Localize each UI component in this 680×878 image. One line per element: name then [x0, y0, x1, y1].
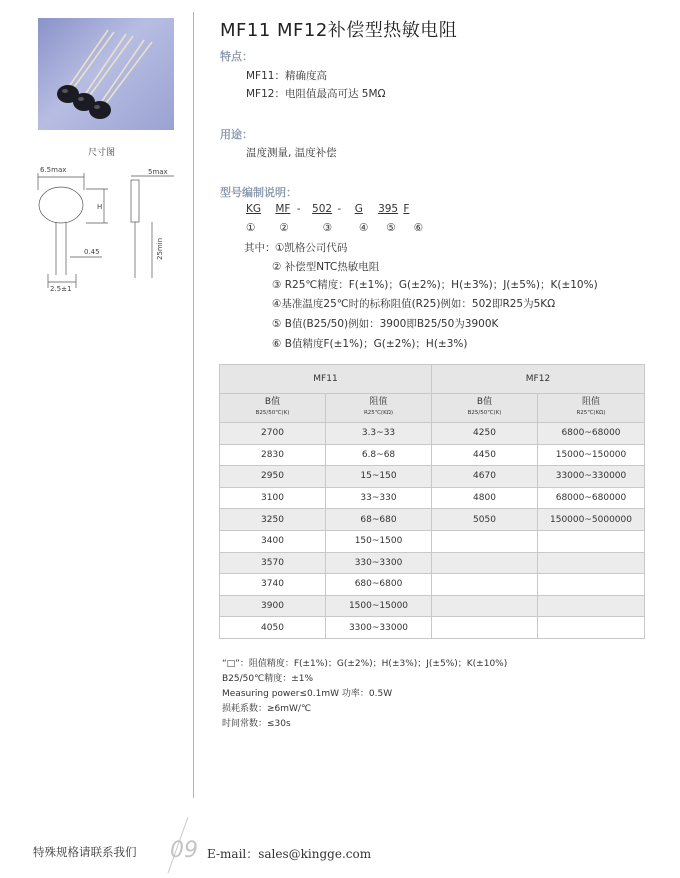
table-cell: 3900 [220, 595, 326, 617]
column-header: B值 B25/50℃(K) [432, 394, 538, 423]
table-cell: 2830 [220, 444, 326, 466]
marker: ⑤ [386, 222, 396, 234]
marker: ② [279, 222, 289, 234]
note-line: B25/50℃精度：±1% [222, 674, 314, 684]
code-part: KG [246, 203, 262, 215]
table-row [220, 574, 645, 596]
explain-line: ⑤ B值(B25/50)例如：3900即B25/50为3900K [272, 318, 499, 330]
table-row [220, 595, 645, 617]
table-cell: 3.3~33 [326, 423, 432, 445]
table-cell [432, 574, 538, 596]
table-cell: 68~680 [326, 509, 432, 531]
code-part: F [403, 203, 410, 215]
table-cell: 4670 [432, 466, 538, 488]
note-line: 损耗系数：≥6mW/℃ [222, 704, 312, 714]
page-title: MF11 MF12补偿型热敏电阻 [220, 20, 458, 41]
features-heading: 特点： [220, 50, 253, 63]
photo-caption: 尺寸图 [88, 148, 116, 158]
explain-line: ② 补偿型NTC热敏电阻 [272, 261, 380, 273]
model-markers [246, 222, 423, 234]
model-code [246, 203, 409, 215]
table-cell [538, 617, 645, 639]
marker: ④ [359, 222, 369, 234]
table-cell: 2950 [220, 466, 326, 488]
table-cell: 15~150 [326, 466, 432, 488]
table-cell: 15000~150000 [538, 444, 645, 466]
thickness-label: 5max [148, 168, 168, 176]
table-cell: 680~6800 [326, 574, 432, 596]
note-line: 时间常数：≤30s [222, 719, 291, 729]
table-cell [432, 530, 538, 552]
table-cell: 150~1500 [326, 530, 432, 552]
note-line: Measuring power≤0.1mW 功率：0.5W [222, 689, 393, 699]
explain-lead: 其中： [244, 242, 276, 254]
width-label: 6.5max [40, 166, 67, 174]
column-header: 阻值 R25℃(KΩ) [538, 394, 645, 423]
table-cell: 3300~33000 [326, 617, 432, 639]
page-number: 09 [170, 838, 198, 863]
table-row [220, 466, 645, 488]
thermistor-photo-illustration [38, 18, 174, 130]
table-row [220, 487, 645, 509]
table-cell: 68000~680000 [538, 487, 645, 509]
table-cell: 6800~68000 [538, 423, 645, 445]
table-cell: 330~3300 [326, 552, 432, 574]
table-cell: 3570 [220, 552, 326, 574]
table-group-header-row [220, 365, 645, 394]
pitch-label: 2.5±1 [50, 285, 72, 293]
note-line: “□”：阻值精度：F(±1%)；G(±2%)；H(±3%)；J(±5%)；K(±10%) [222, 659, 508, 669]
code-part: - [296, 203, 301, 215]
marker: ⑥ [413, 222, 424, 234]
usage-text: 温度测量, 温度补偿 [246, 147, 337, 159]
table-cell [538, 552, 645, 574]
marker: ③ [322, 222, 333, 234]
table-cell: 1500~15000 [326, 595, 432, 617]
table-cell: 3400 [220, 530, 326, 552]
product-photo [38, 18, 174, 130]
feature-line: MF12：电阻值最高可达 5MΩ [246, 88, 386, 100]
table-cell [432, 595, 538, 617]
table-cell: 33000~330000 [538, 466, 645, 488]
explain-line: ①凯格公司代码 [275, 242, 348, 254]
table-cell: 2700 [220, 423, 326, 445]
footer-contact-note: 特殊规格请联系我们 [33, 845, 137, 859]
table-cell: 3100 [220, 487, 326, 509]
explain-line: ④基准温度25℃时的标称阻值(R25)例如：502即R25为5KΩ [272, 298, 556, 310]
feature-line: MF11：精确度高 [246, 70, 327, 82]
column-header: 阻值 R25℃(KΩ) [326, 394, 432, 423]
table-cell: 3740 [220, 574, 326, 596]
table-cell [432, 617, 538, 639]
table-row [220, 552, 645, 574]
table-column-header-row [220, 394, 645, 423]
table-cell: 4800 [432, 487, 538, 509]
table-cell [538, 595, 645, 617]
code-part: 502 [312, 203, 333, 215]
table-cell [538, 574, 645, 596]
column-header: B值 B25/50℃(K) [220, 394, 326, 423]
table-cell: 4450 [432, 444, 538, 466]
height-label: H [97, 203, 103, 211]
dimension-drawing [30, 160, 190, 295]
footer-email[interactable]: E-mail：sales@kingge.com [207, 847, 372, 861]
table-row [220, 423, 645, 445]
table-cell: 4050 [220, 617, 326, 639]
code-part: MF [275, 203, 291, 215]
code-part: 395 [378, 203, 399, 215]
table-row [220, 617, 645, 639]
table-cell: 5050 [432, 509, 538, 531]
explain-line: ⑥ B值精度F(±1%)；G(±2%)；H(±3%) [272, 338, 468, 350]
table-cell [432, 552, 538, 574]
table-cell: 3250 [220, 509, 326, 531]
group-header: MF11 [220, 365, 432, 394]
table-row [220, 509, 645, 531]
table-cell: 33~330 [326, 487, 432, 509]
table-row [220, 530, 645, 552]
table-cell: 4250 [432, 423, 538, 445]
length-label: 25min [156, 237, 164, 260]
code-part: - [337, 203, 342, 215]
table-row [220, 444, 645, 466]
table-cell: 150000~5000000 [538, 509, 645, 531]
usage-heading: 用途： [220, 128, 253, 141]
column-divider [193, 12, 194, 798]
table-cell [538, 530, 645, 552]
group-header: MF12 [432, 365, 645, 394]
spec-table [219, 364, 645, 639]
code-part: G [354, 203, 363, 215]
marker: ① [246, 222, 256, 234]
explain-line: ③ R25℃精度：F(±1%)；G(±2%)；H(±3%)；J(±5%)；K(±10%) [272, 279, 598, 291]
model-heading: 型号编制说明： [220, 186, 297, 199]
table-cell: 6.8~68 [326, 444, 432, 466]
lead-label: 0.45 [84, 248, 100, 256]
